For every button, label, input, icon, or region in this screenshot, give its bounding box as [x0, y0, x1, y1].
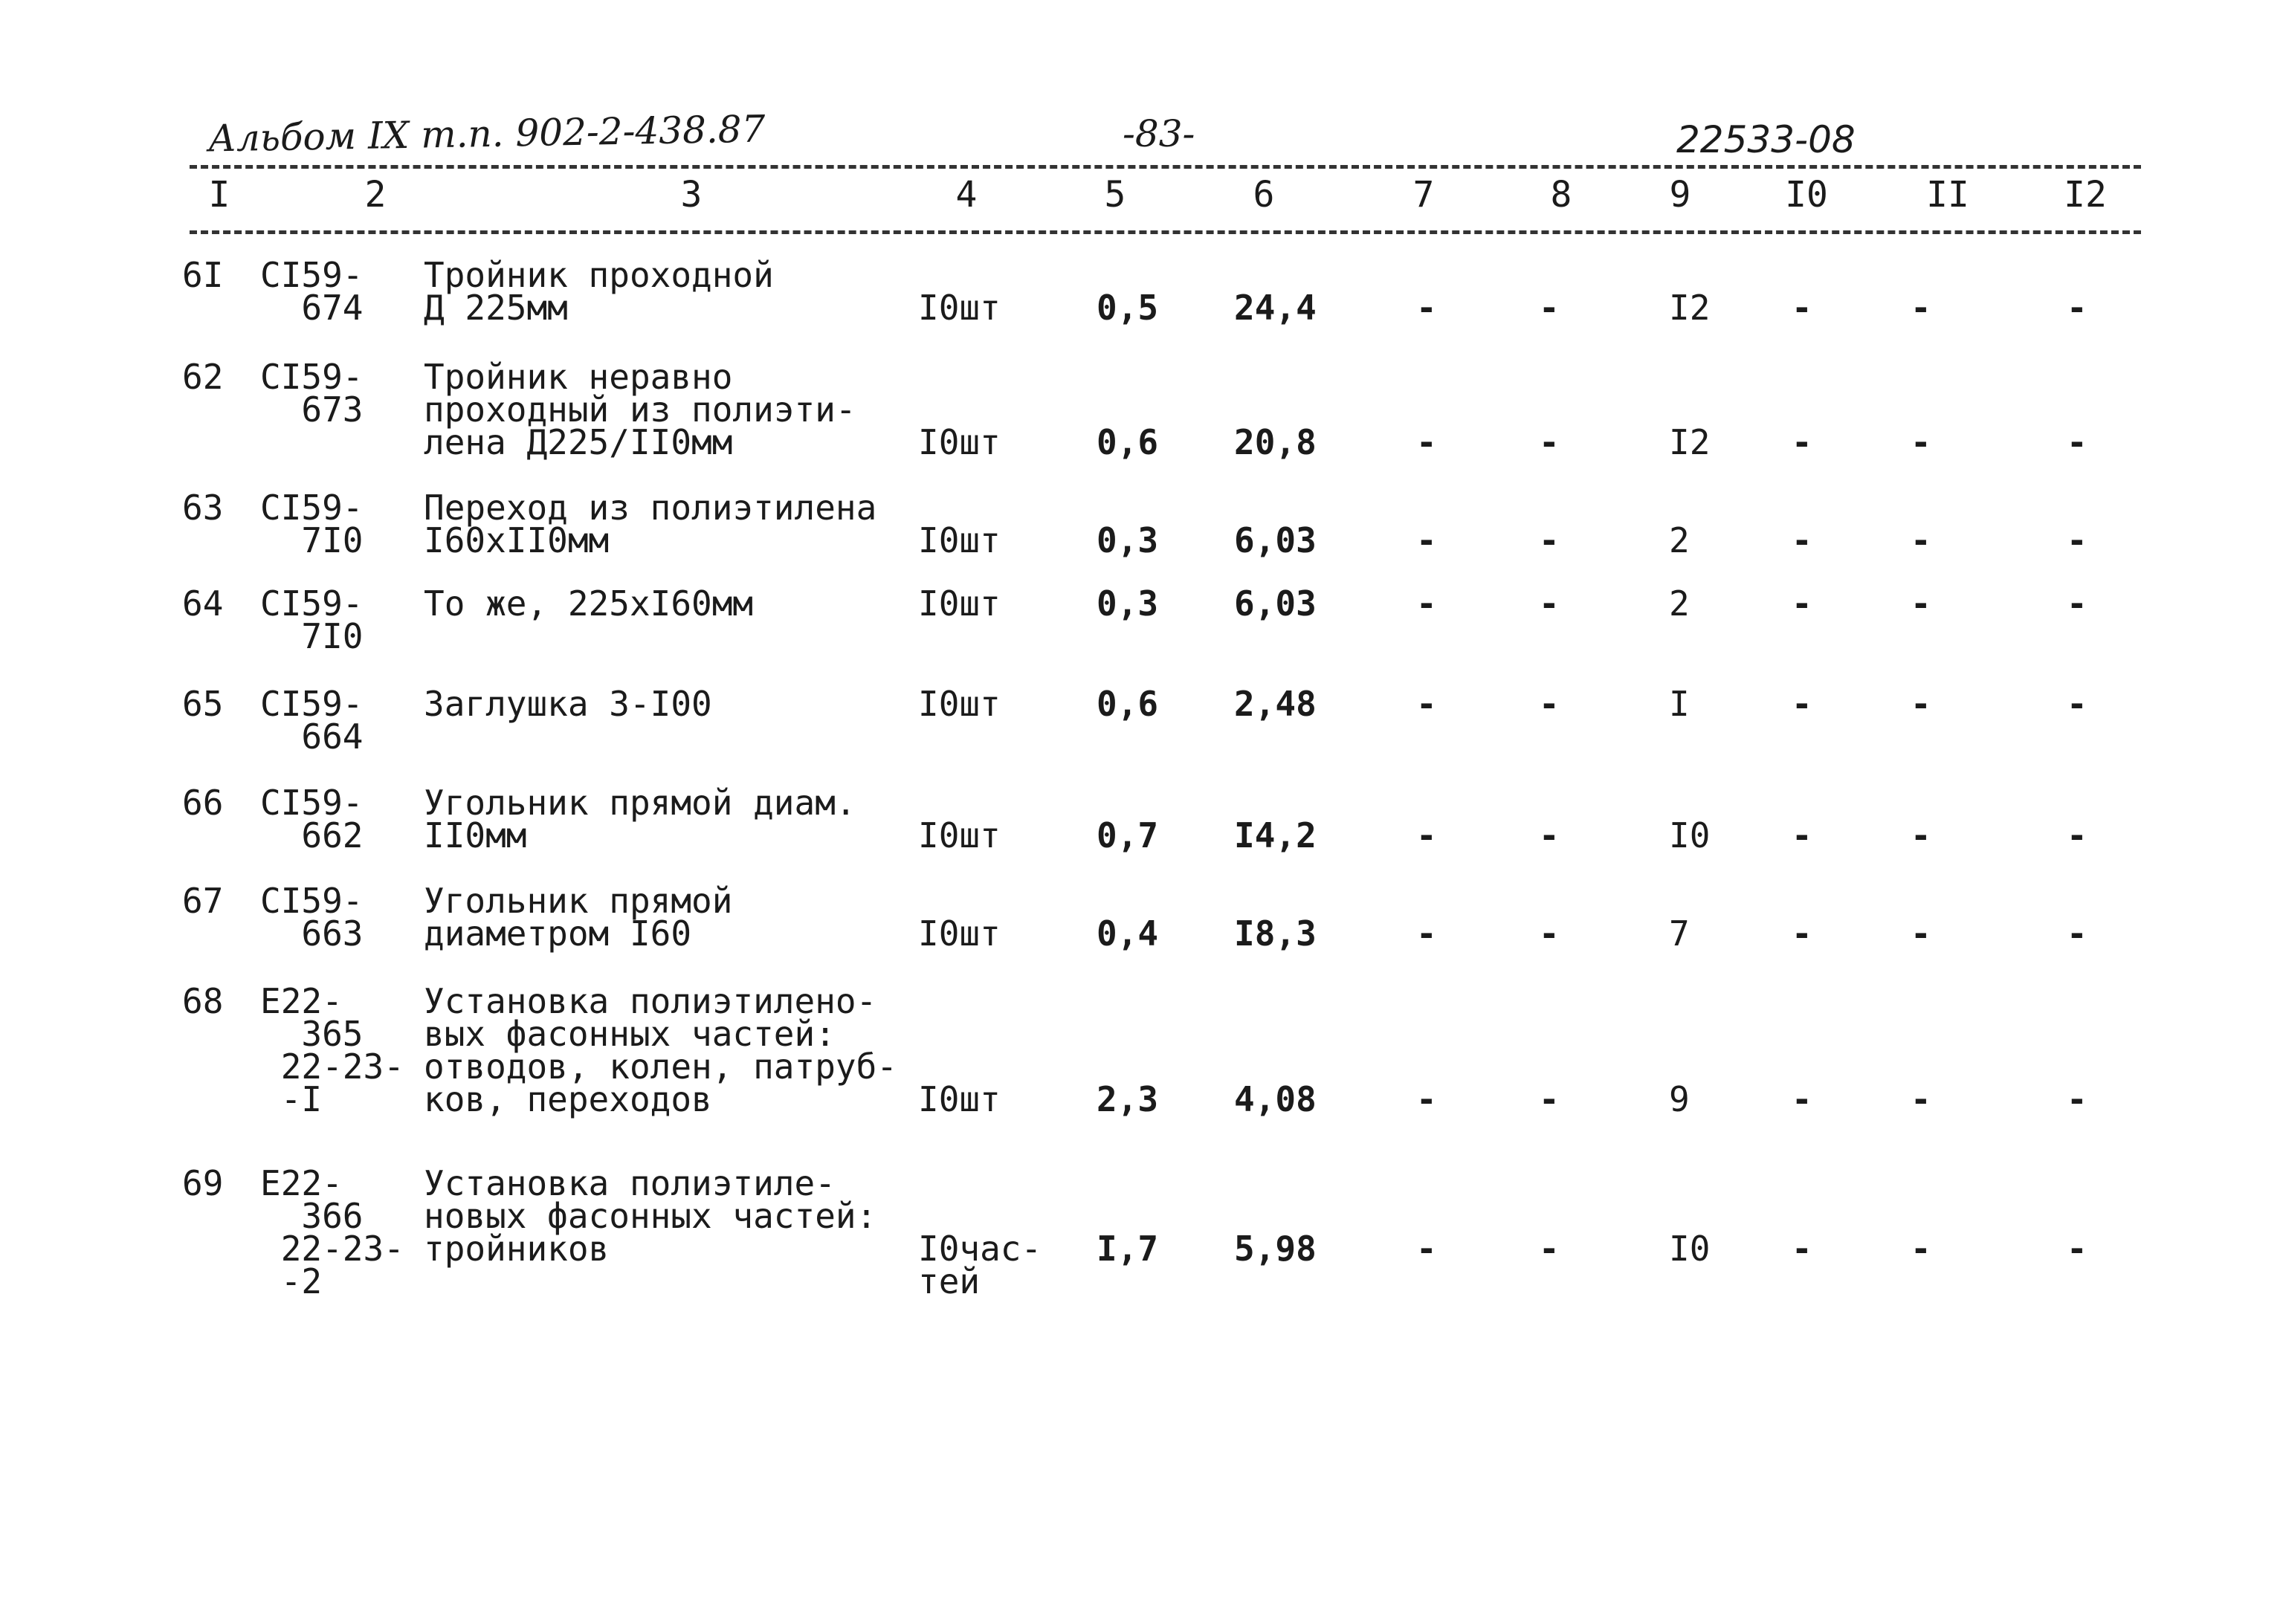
- row-number: 64: [182, 583, 224, 624]
- work-description: Переход из полиэтилена I60xII0мм: [424, 488, 877, 560]
- estimate-code: CI59- 673: [260, 357, 364, 430]
- value-col-7: -: [1416, 583, 1437, 624]
- value-col-12: -: [2067, 520, 2087, 560]
- estimate-code: CI59- 663: [260, 881, 364, 954]
- document-code: 22533-08: [1676, 118, 1856, 161]
- value-col-8: -: [1539, 583, 1560, 624]
- value-col-5: I,7: [1097, 1229, 1159, 1269]
- value-col-7: -: [1416, 684, 1437, 724]
- estimate-code: E22- 365 22-23- -I: [260, 981, 404, 1119]
- row-number: 62: [182, 357, 224, 397]
- value-col-10: -: [1792, 288, 1812, 328]
- value-col-5: 0,6: [1097, 684, 1159, 724]
- header-rule-top: [190, 165, 2141, 169]
- value-col-5: 0,6: [1097, 422, 1159, 462]
- value-col-6: 6,03: [1234, 520, 1317, 560]
- value-col-7: -: [1416, 913, 1437, 954]
- estimate-code: CI59- 7I0: [260, 583, 364, 656]
- value-col-5: 0,3: [1097, 583, 1159, 624]
- column-number: 6: [1253, 174, 1275, 216]
- value-col-6: 24,4: [1234, 288, 1317, 328]
- work-description: Тройник проходной Д 225мм: [424, 255, 774, 328]
- value-col-12: -: [2067, 815, 2087, 855]
- value-col-7: -: [1416, 815, 1437, 855]
- value-col-9: 2: [1669, 583, 1690, 624]
- value-col-12: -: [2067, 422, 2087, 462]
- value-col-6: 4,08: [1234, 1079, 1317, 1119]
- value-col-10: -: [1792, 913, 1812, 954]
- row-number: 6I: [182, 255, 224, 295]
- work-description: Установка полиэтилено- вых фасонных частей: отводов, колен, патруб- ков, переходов: [424, 981, 897, 1119]
- value-col-8: -: [1539, 684, 1560, 724]
- value-col-9: I0: [1669, 815, 1711, 855]
- value-col-10: -: [1792, 1079, 1812, 1119]
- value-col-11: -: [1911, 422, 1931, 462]
- value-col-11: -: [1911, 520, 1931, 560]
- value-col-5: 0,4: [1097, 913, 1159, 954]
- value-col-9: I: [1669, 684, 1690, 724]
- unit-of-measure: I0шт: [918, 288, 1001, 328]
- value-col-12: -: [2067, 1079, 2087, 1119]
- unit-of-measure: I0шт: [918, 583, 1001, 624]
- value-col-5: 2,3: [1097, 1079, 1159, 1119]
- header-rule-bottom: [190, 230, 2141, 234]
- row-number: 68: [182, 981, 224, 1021]
- value-col-10: -: [1792, 815, 1812, 855]
- value-col-5: 0,5: [1097, 288, 1159, 328]
- row-number: 63: [182, 488, 224, 528]
- value-col-6: I4,2: [1234, 815, 1317, 855]
- value-col-9: 9: [1669, 1079, 1690, 1119]
- work-description: Установка полиэтиле- новых фасонных частей: тройников: [424, 1163, 877, 1269]
- value-col-12: -: [2067, 913, 2087, 954]
- value-col-7: -: [1416, 520, 1437, 560]
- value-col-8: -: [1539, 815, 1560, 855]
- work-description: Угольник прямой диам. II0мм: [424, 783, 856, 855]
- value-col-8: -: [1539, 288, 1560, 328]
- unit-of-measure: I0шт: [918, 684, 1001, 724]
- column-number: 9: [1669, 174, 1691, 216]
- value-col-11: -: [1911, 583, 1931, 624]
- row-number: 66: [182, 783, 224, 823]
- unit-of-measure: I0шт: [918, 1079, 1001, 1119]
- value-col-6: 5,98: [1234, 1229, 1317, 1269]
- page-number: -83-: [1123, 112, 1195, 155]
- value-col-10: -: [1792, 422, 1812, 462]
- work-description: Угольник прямой диаметром I60: [424, 881, 733, 954]
- value-col-11: -: [1911, 913, 1931, 954]
- column-number: 5: [1104, 174, 1126, 216]
- column-number: 4: [955, 174, 978, 216]
- value-col-9: I2: [1669, 288, 1711, 328]
- work-description: Заглушка З-I00: [424, 684, 712, 724]
- value-col-12: -: [2067, 583, 2087, 624]
- value-col-11: -: [1911, 288, 1931, 328]
- value-col-12: -: [2067, 684, 2087, 724]
- value-col-12: -: [2067, 288, 2087, 328]
- estimate-code: CI59- 664: [260, 684, 364, 757]
- unit-of-measure: I0час- тей: [918, 1229, 1042, 1301]
- value-col-10: -: [1792, 520, 1812, 560]
- unit-of-measure: I0шт: [918, 815, 1001, 855]
- column-number: 2: [364, 174, 387, 216]
- estimate-code: CI59- 662: [260, 783, 364, 855]
- value-col-7: -: [1416, 422, 1437, 462]
- work-description: Тройник неравно проходный из полиэти- лена Д225/II0мм: [424, 357, 856, 462]
- estimate-code: CI59- 7I0: [260, 488, 364, 560]
- row-number: 67: [182, 881, 224, 921]
- value-col-8: -: [1539, 1079, 1560, 1119]
- value-col-9: 2: [1669, 520, 1690, 560]
- value-col-9: I2: [1669, 422, 1711, 462]
- value-col-8: -: [1539, 1229, 1560, 1269]
- value-col-10: -: [1792, 1229, 1812, 1269]
- estimate-code: E22- 366 22-23- -2: [260, 1163, 404, 1301]
- value-col-6: 6,03: [1234, 583, 1317, 624]
- row-number: 69: [182, 1163, 224, 1203]
- value-col-11: -: [1911, 1079, 1931, 1119]
- work-description: То же, 225xI60мм: [424, 583, 754, 624]
- value-col-11: -: [1911, 684, 1931, 724]
- value-col-10: -: [1792, 684, 1812, 724]
- value-col-7: -: [1416, 288, 1437, 328]
- estimate-code: CI59- 674: [260, 255, 364, 328]
- column-number: I0: [1785, 174, 1828, 216]
- value-col-8: -: [1539, 422, 1560, 462]
- value-col-10: -: [1792, 583, 1812, 624]
- value-col-6: I8,3: [1234, 913, 1317, 954]
- column-number: I: [208, 174, 230, 216]
- column-number: I2: [2064, 174, 2107, 216]
- value-col-5: 0,7: [1097, 815, 1159, 855]
- value-col-6: 20,8: [1234, 422, 1317, 462]
- album-reference: Альбом IX т.п. 902-2-438.87: [207, 107, 766, 161]
- value-col-9: 7: [1669, 913, 1690, 954]
- column-number: 8: [1550, 174, 1572, 216]
- value-col-7: -: [1416, 1079, 1437, 1119]
- value-col-7: -: [1416, 1229, 1437, 1269]
- value-col-8: -: [1539, 913, 1560, 954]
- row-number: 65: [182, 684, 224, 724]
- value-col-11: -: [1911, 815, 1931, 855]
- value-col-5: 0,3: [1097, 520, 1159, 560]
- column-number: 7: [1412, 174, 1435, 216]
- value-col-8: -: [1539, 520, 1560, 560]
- unit-of-measure: I0шт: [918, 913, 1001, 954]
- value-col-11: -: [1911, 1229, 1931, 1269]
- column-number: 3: [680, 174, 703, 216]
- unit-of-measure: I0шт: [918, 422, 1001, 462]
- value-col-9: I0: [1669, 1229, 1711, 1269]
- unit-of-measure: I0шт: [918, 520, 1001, 560]
- value-col-12: -: [2067, 1229, 2087, 1269]
- column-number: II: [1926, 174, 1969, 216]
- value-col-6: 2,48: [1234, 684, 1317, 724]
